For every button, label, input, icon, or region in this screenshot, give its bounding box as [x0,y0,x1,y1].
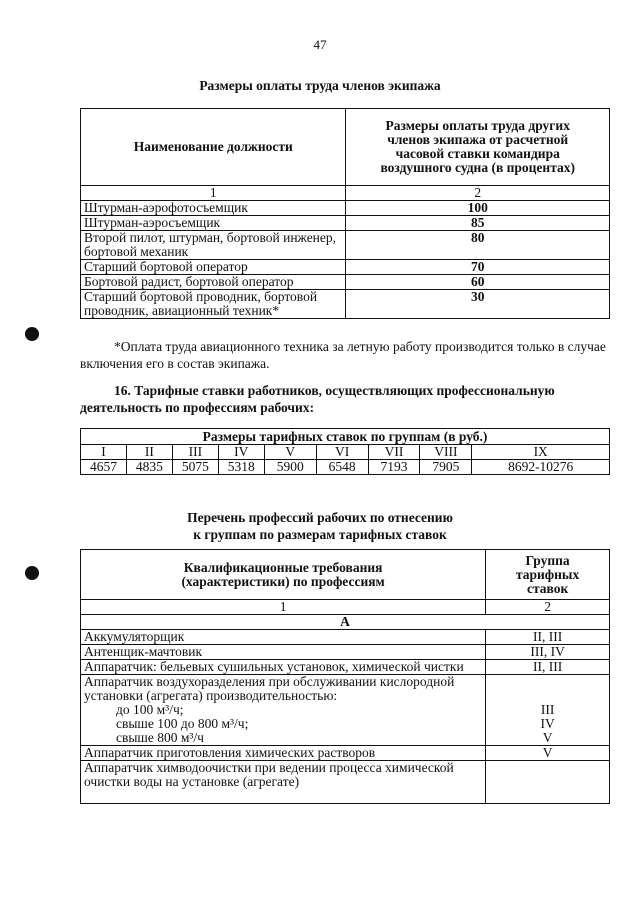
table-header-row [81,109,610,186]
column-number: 1 [81,600,486,615]
table-row [81,630,610,645]
values-row [81,460,610,475]
group-cell: III [172,445,218,460]
tariff-header: Размеры тарифных ставок по группам (в руб.) [81,429,610,445]
group-cell: IV [218,445,264,460]
profession-cell: Антенщик-мачтовик [81,645,486,660]
footnote: *Оплата труда авиационного техника за летную работу производится только в случае включения его в состав экипажа. [80,339,606,371]
group-cell: V [486,746,610,761]
rate-cell: 8692-10276 [472,460,610,475]
position-cell: Второй пилот, штурман, бортовой инженер, бортовой механик [81,231,346,260]
percent-cell: 85 [346,216,610,231]
position-cell: Старший бортовой оператор [81,260,346,275]
rate-cell: 4835 [126,460,172,475]
table-row [81,660,610,675]
groups-row [81,445,610,460]
group-cell: V [264,445,316,460]
column-header-position: Наименование должности [81,109,346,186]
group-cell: VII [368,445,420,460]
letter-heading: А [81,615,610,630]
rate-cell: 5318 [218,460,264,475]
group-cell: II, III [486,660,610,675]
rate-cell: 7193 [368,460,420,475]
letter-row [81,615,610,630]
column-header-group: Группа тарифных ставок [486,550,610,600]
percent-cell: 100 [346,201,610,216]
group-cell [486,675,610,746]
section1-title: Размеры оплаты труда членов экипажа [199,78,441,93]
sub-item: до 100 м³/ч; [116,702,184,717]
profession-cell [81,675,486,746]
position-cell: Бортовой радист, бортовой оператор [81,275,346,290]
section16-heading: 16. Тарифные ставки работников, осуществляющих профессиональную деятельность по профессиям рабочих: [80,383,555,415]
group-cell: II, III [486,630,610,645]
column-number: 1 [81,186,346,201]
sub-group: III [540,702,555,717]
table-row [81,231,610,260]
rate-cell: 5075 [172,460,218,475]
page-number: 47 [313,37,327,52]
profession-name: Аппаратчик воздухоразделения при обслуживании кислородной установки (агрегата) производительностью: [84,674,455,703]
section2-title-line1: Перечень профессий рабочих по отнесению [187,510,453,525]
profession-cell: Аппаратчик химводоочистки при ведении процесса химической очистки воды на установке (агрегате) [81,761,486,804]
rate-cell: 6548 [316,460,368,475]
percent-cell: 80 [346,231,610,260]
table-row [81,746,610,761]
position-cell: Штурман-аэросъемщик [81,216,346,231]
rate-cell: 7905 [420,460,472,475]
sub-group: IV [540,716,555,731]
column-header-percent: Размеры оплаты труда других членов экипажа от расчетной часовой ставки командира воздушного судна (в процентах) [346,109,610,186]
sub-item: свыше 800 м³/ч [116,730,204,745]
column-number-row [81,600,610,615]
column-number: 2 [486,600,610,615]
group-cell [486,761,610,804]
group-cell: II [126,445,172,460]
percent-cell: 60 [346,275,610,290]
profession-cell: Аккумуляторщик [81,630,486,645]
table-row [81,216,610,231]
table-row [81,761,610,804]
table-row [81,260,610,275]
crew-pay-table [80,108,610,319]
position-cell: Штурман-аэрофотосъемщик [81,201,346,216]
table-header-row [81,550,610,600]
punch-hole-top [25,327,39,341]
group-cell: VI [316,445,368,460]
section2-title [0,509,640,543]
table-row [81,645,610,660]
tariff-rates-table [80,428,610,475]
section2-title-line2: к группам по размерам тарифных ставок [193,527,447,542]
table-row [81,275,610,290]
sub-item: свыше 100 до 800 м³/ч; [116,716,249,731]
group-cell: VIII [420,445,472,460]
table-row [81,201,610,216]
professions-table [80,549,610,804]
rate-cell: 4657 [81,460,127,475]
position-cell: Старший бортовой проводник, бортовой проводник, авиационный техник* [81,290,346,319]
punch-hole-bottom [25,566,39,580]
profession-cell: Аппаратчик приготовления химических растворов [81,746,486,761]
table-row [81,675,610,746]
column-number-row [81,186,610,201]
percent-cell: 30 [346,290,610,319]
percent-cell: 70 [346,260,610,275]
group-cell: IX [472,445,610,460]
group-cell: III, IV [486,645,610,660]
sub-group: V [542,730,553,745]
profession-cell: Аппаратчик: бельевых сушильных установок, химической чистки [81,660,486,675]
column-header-requirements: Квалификационные требования (характеристики) по профессиям [81,550,486,600]
column-number: 2 [346,186,610,201]
table-row [81,290,610,319]
group-cell: I [81,445,127,460]
rate-cell: 5900 [264,460,316,475]
